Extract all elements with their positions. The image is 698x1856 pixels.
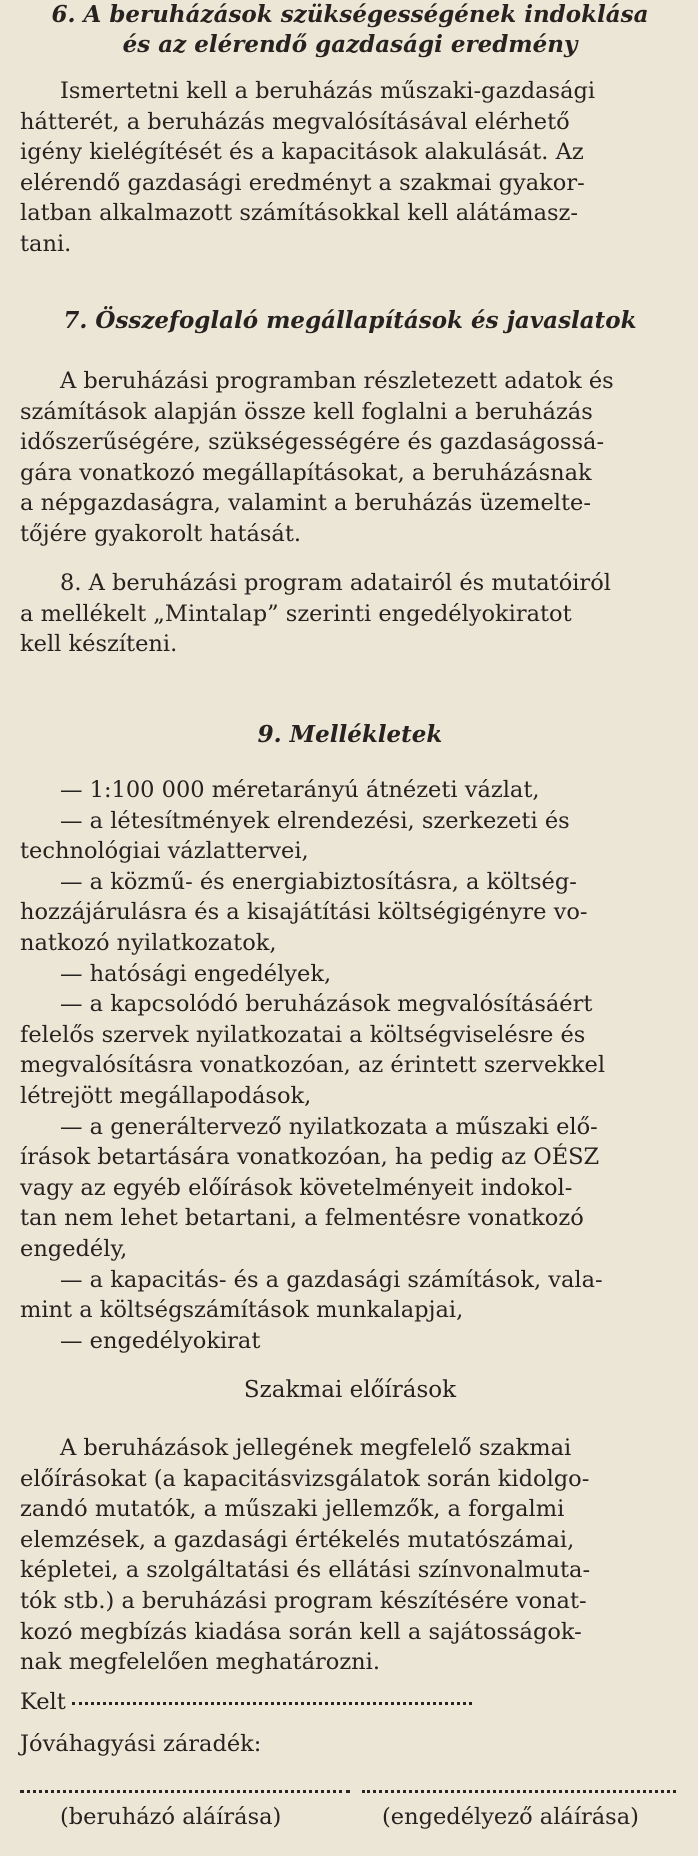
annex-item: — a generáltervező nyilatkozata a műszaki elő- bbox=[60, 1113, 598, 1140]
annex-item: — a kapcsolódó beruházások megvalósításáért bbox=[60, 991, 593, 1018]
jovahagyasi-zaradek: Jóváhagyási záradék: bbox=[20, 1731, 262, 1757]
kelt-dotted-line bbox=[72, 1702, 472, 1705]
kelt-row bbox=[20, 1687, 472, 1718]
annex-item-continuation: létrejött megállapodások, bbox=[20, 1082, 312, 1109]
annex-item-continuation: engedély, bbox=[20, 1235, 128, 1262]
body-line: tók stb.) a beruházási program készítésére vonat- bbox=[20, 1587, 587, 1614]
body-line: kozó megbízás kiadása során kell a sajátosságok- bbox=[20, 1618, 582, 1645]
signature-label-beruhazo: (beruházó aláírása) bbox=[60, 1804, 282, 1830]
body-line: a mellékelt „Mintalap” szerinti engedélyokiratot bbox=[20, 600, 572, 627]
body-line: latban alkalmazott számításokkal kell alátámasz- bbox=[20, 200, 579, 227]
szakmai-title: Szakmai előírások bbox=[243, 1377, 457, 1403]
annex-item-continuation: tan nem lehet betartani, a felmentésre vonatkozó bbox=[20, 1205, 584, 1232]
section-7-body bbox=[20, 366, 680, 550]
section-6-title-line-1: 6. A beruházások szükségességének indoklása bbox=[51, 1, 649, 28]
section-6-body bbox=[20, 76, 680, 260]
body-line: Ismertetni kell a beruházás műszaki-gazdasági bbox=[60, 78, 596, 104]
annex-item: — hatósági engedélyek, bbox=[60, 960, 332, 987]
section-6 bbox=[20, 0, 680, 60]
body-line: hátterét, a beruházás megvalósításával elérhető bbox=[20, 108, 570, 135]
section-7-title: 7. Összefoglaló megállapítások és javaslatok bbox=[63, 307, 637, 334]
signature-line-right bbox=[362, 1790, 676, 1793]
section-8-body bbox=[20, 568, 680, 660]
body-line: gára vonatkozó megállapításokat, a beruházásnak bbox=[20, 459, 592, 486]
annex-item-continuation: hozzájárulásra és a kisajátítási költségigényre vo- bbox=[20, 899, 588, 926]
annex-item-continuation: felelős szervek nyilatkozatai a költségviselésre és bbox=[20, 1021, 586, 1048]
annex-list bbox=[20, 775, 680, 1356]
body-line: elemzések, a gazdasági értékelés mutatószámai, bbox=[20, 1526, 575, 1553]
annex-item: — a kapacitás- és a gazdasági számítások, vala- bbox=[60, 1266, 603, 1293]
section-6-title-line-2: és az elérendő gazdasági eredmény bbox=[122, 31, 578, 58]
annex-item: — a létesítmények elrendezési, szerkezeti és bbox=[60, 807, 570, 834]
body-line: képletei, a szolgáltatási és ellátási színvonalmuta- bbox=[20, 1557, 591, 1584]
annex-item-continuation: technológiai vázlattervei, bbox=[20, 838, 309, 865]
body-line: A beruházási programban részletezett adatok és bbox=[60, 368, 614, 394]
szakmai-body bbox=[20, 1433, 680, 1678]
annex-item: — 1:100 000 méretarányú átnézeti vázlat, bbox=[60, 777, 540, 803]
body-line: számítások alapján össze kell foglalni a beruházás bbox=[20, 398, 593, 425]
body-line: kell készíteni. bbox=[20, 631, 178, 658]
signature-line-left bbox=[20, 1790, 350, 1793]
body-line: a népgazdaságra, valamint a beruházás üzemelte- bbox=[20, 490, 591, 517]
section-9-title: 9. Mellékletek bbox=[257, 721, 443, 748]
annex-item-continuation: írások betartására vonatkozóan, ha pedig az OÉSZ bbox=[20, 1144, 600, 1171]
body-line: igény kielégítését és a kapacitások alakulását. Az bbox=[20, 139, 584, 166]
kelt-label: Kelt bbox=[20, 1689, 66, 1715]
body-line: tőjére gyakorolt hatását. bbox=[20, 520, 302, 547]
annex-item: — a közmű- és energiabiztosításra, a költség- bbox=[60, 868, 577, 895]
body-line: elérendő gazdasági eredményt a szakmai gyakor- bbox=[20, 169, 585, 196]
body-line: előírásokat (a kapacitásvizsgálatok során kidolgo- bbox=[20, 1465, 590, 1492]
annex-item-continuation: vagy az egyéb előírások követelményeit indokol- bbox=[20, 1174, 573, 1201]
body-line: zandó mutatók, a műszaki jellemzők, a forgalmi bbox=[20, 1496, 565, 1523]
body-line: időszerűségére, szükségességére és gazdaságossá- bbox=[20, 429, 605, 456]
body-line: tani. bbox=[20, 230, 72, 257]
annex-item: — engedélyokirat bbox=[60, 1327, 261, 1354]
body-line: nak megfelelően meghatározni. bbox=[20, 1649, 381, 1676]
body-line: A beruházások jellegének megfelelő szakmai bbox=[60, 1435, 572, 1461]
annex-item-continuation: megvalósításra vonatkozóan, az érintett szervekkel bbox=[20, 1052, 606, 1079]
annex-item-continuation: natkozó nyilatkozatok, bbox=[20, 929, 277, 956]
signature-row bbox=[20, 1790, 680, 1850]
section-9-list bbox=[20, 775, 680, 1356]
body-line: 8. A beruházási program adatairól és mutatóiról bbox=[60, 570, 611, 596]
signature-label-engedelyezo: (engedélyező aláírása) bbox=[382, 1804, 639, 1830]
annex-item-continuation: mint a költségszámítások munkalapjai, bbox=[20, 1297, 464, 1324]
